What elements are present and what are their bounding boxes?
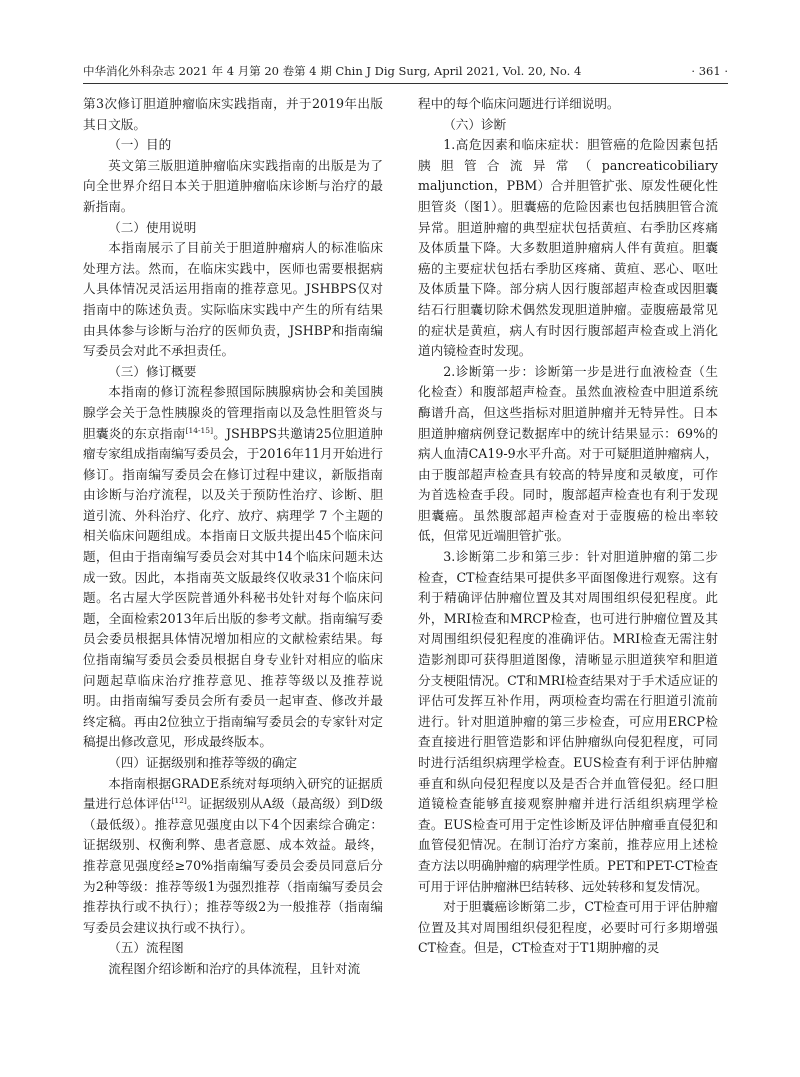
- paragraph: 3.诊断第二步和第三步：针对胆道肿瘤的第二步检查，CT检查结果可提供多平面图像进行观察。这有利于精确评估肿瘤位置及其对周围组织侵犯程度。此外，MRI检查和MRCP检查，也可进行肿瘤位置及其对周围组织侵犯程度的准确评估。MRI检查无需注射造影剂即可获得胆道图像，清晰显示胆道狭窄和胆道分支梗阻情况。CT和MRI检查结果对于手术适应证的评估可发挥互补作用，两项检查均需在行胆道引流前进行。针对胆道肿瘤的第三步检查，可应用ERCP检查直接进行胆管造影和评估肿瘤纵向侵犯程度，可同时进行活组织病理学检查。EUS检查有利于评估肿瘤垂直和纵向侵犯程度以及是否合并血管侵犯。经口胆道镜检查能够直接观察肿瘤并进行活组织病理学检查。EUS检查可用于定性诊断及评估肿瘤垂直侵犯和血管侵犯情况。在制订治疗方案前，推荐应用上述检查方法以明确肿瘤的病理学性质。PET和PET-CT检查可用于评估肿瘤淋巴结转移、远处转移和复发情况。: [418, 549, 718, 894]
- header-rule: [83, 83, 728, 84]
- right-column: [418, 94, 718, 959]
- section-heading: （三）修订概要: [108, 363, 197, 379]
- left-column: [83, 94, 383, 980]
- paragraph: [83, 774, 383, 939]
- running-header: [83, 62, 728, 80]
- paragraph: 对于胆囊癌诊断第二步，CT检查可用于评估肿瘤位置及其对周围组织侵犯程度，必要时可行多期增强CT检查。但是，CT检查对于T1期肿瘤的灵: [418, 899, 718, 956]
- section-heading: （五）流程图: [108, 940, 184, 956]
- paragraph-text: 本指南的修订流程参照国际胰腺病协会和美国胰腺学会关于急性胰腺炎的管理指南以及急性胆管炎与胆囊炎的东京指南: [83, 384, 383, 441]
- paragraph: 2.诊断第一步：诊断第一步是进行血液检查（生化检查）和腹部超声检查。虽然血液检查中胆道系统酶谱升高，但这些指标对胆道肿瘤并无特异性。日本胆道肿瘤病例登记数据库中的统计结果显示：69%的病人血清CA19-9水平升高。对于可疑胆道肿瘤病人，由于腹部超声检查具有较高的特异度和灵敏度，可作为首选检查手段。同时，腹部超声检查也有利于发现胆囊癌。虽然腹部超声检查对于壶腹癌的检出率较低，但常见近端胆管扩张。: [418, 363, 718, 544]
- paragraph-text: 。证据级别从A级（最高级）到D级（最低级）。推荐意见强度由以下4个因素综合确定：证据级别、权衡利弊、患者意愿、成本效益。最终，推荐意见强度经≥70%指南编写委员会委员同意后分为2种等级：推荐等级1为强烈推荐（指南编写委员会推荐执行或不执行）；推荐等级2为一般推荐（指南编写委员会建议执行或不执行）。: [83, 796, 383, 935]
- section-heading: （二）使用说明: [108, 219, 197, 235]
- journal-citation: 中华消化外科杂志 2021 年 4 月第 20 卷第 4 期 Chin J Dig Surg, April 2021, Vol. 20, No. 4: [83, 64, 582, 78]
- citation-ref: [12]: [171, 796, 187, 805]
- paragraph-text: 。JSHBPS共邀请25位胆道肿瘤专家组成指南编写委员会，于2016年11月开始进行修订。指南编写委员会在修订过程中建议，新版指南由诊断与治疗流程，以及关于预防性治疗、诊断、胆道引流、外科治疗、化疗、放疗、病理学 7 个主题的相关临床问题组成。本指南日文版共提出45个临床问题，但由于指南编写委员会对其中14个临床问题未达成一致。因此，本指南英文版最终仅收录31个临床问题。名古屋大学医院普通外科秘书处针对每个临床问题，全面检索2013年后出版的参考文献。指南编写委员会委员根据具体情况增加相应的文献检索结果。每位指南编写委员会委员根据自身专业针对相应的临床问题起草临床治疗推荐意见、推荐等级以及推荐说明。由指南编写委员会所有委员一起审查、修改并最终定稿。再由2位独立于指南编写委员会的专家针对定稿提出修改意见，形成最终版本。: [83, 425, 383, 750]
- paragraph: 第3次修订胆道肿瘤临床实践指南，并于2019年出版其日文版。: [83, 96, 383, 132]
- section-heading: （六）诊断: [443, 116, 507, 132]
- section-heading: （四）证据级别和推荐等级的确定: [108, 755, 298, 770]
- paragraph: 程中的每个临床问题进行详细说明。: [418, 96, 620, 111]
- section-heading: （一）目的: [108, 137, 172, 153]
- paragraph-text: 本指南根据GRADE系统对每项纳入研究的证据质量进行总体评估: [83, 775, 383, 812]
- citation-ref: [14-15]: [185, 425, 213, 435]
- paragraph: [83, 382, 383, 753]
- paragraph: 1.高危因素和临床症状：胆管癌的危险因素包括胰胆管合流异常（pancreaticobiliary maljunction，PBM）合并胆管扩张、原发性硬化性胆管炎（图1）。胆囊癌的危险因素也包括胰胆管合流异常。胆道肿瘤的典型症状包括黄疸、右季肋区疼痛及体质量下降。大多数胆道肿瘤病人伴有黄疸。胆囊癌的主要症状包括右季肋区疼痛、黄疸、恶心、呕吐及体质量下降。部分病人因行腹部超声检查或因胆囊结石行胆囊切除术偶然发现胆道肿瘤。壶腹癌最常见的症状是黄疸，病人有时因行腹部超声检查或上消化道内镜检查时发现。: [418, 137, 718, 359]
- paragraph: 流程图介绍诊断和治疗的具体流程，且针对流: [108, 960, 361, 976]
- paragraph: 英文第三版胆道肿瘤临床实践指南的出版是为了向全世界介绍日本关于胆道肿瘤临床诊断与治疗的最新指南。: [83, 157, 383, 214]
- page-number: · 361 ·: [691, 64, 728, 78]
- paragraph: 本指南展示了目前关于胆道肿瘤病人的标准临床处理方法。然而，在临床实践中，医师也需要根据病人具体情况灵活运用指南的推荐意见。JSHBPS仅对指南中的陈述负责。实际临床实践中产生的所有结果由具体参与诊断与治疗的医师负责，JSHBP和指南编写委员会对此不承担责任。: [83, 240, 383, 359]
